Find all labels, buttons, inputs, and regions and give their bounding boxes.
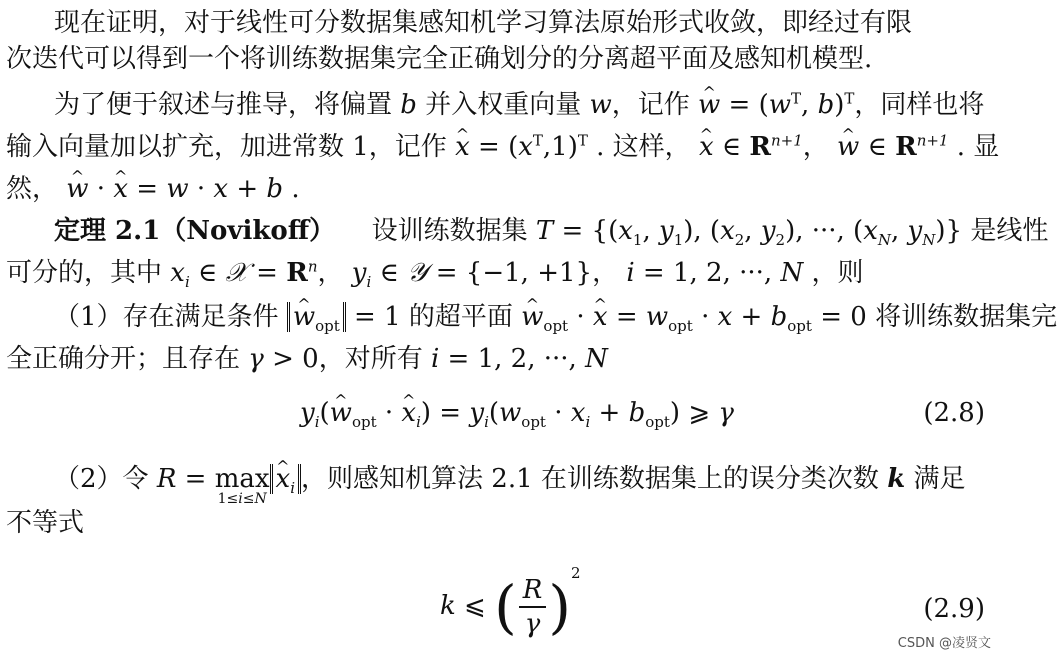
text: 并入权重向量 [425,90,582,120]
text: 是线性 [970,216,1049,246]
text: 满足 [913,464,966,494]
math-gamma-positive: γ > 0 [248,344,319,374]
text: 不等式 [6,508,85,538]
math-dataset: $T = \{(x_1$, $y_1$), ($x_2$, $y_2$), ···, ($x_N$, $y_N$)} [535,216,963,250]
text: 次迭代可以得到一个将训练数据集完全正确划分的分离超平面及感知机模型. [6,44,873,74]
equation-number-2-9: (2.9) [923,594,985,624]
math-x-hat-in-r: ^ x ∈ $R^{n+1}$ [699,132,803,162]
math-w: w [589,90,612,120]
math-index-all: i = 1, 2, ···, N [430,344,608,374]
item-1-line-2 [6,342,608,376]
math-x-hat-def: ^ $x = (x^T,1)^T$ [455,132,588,162]
text: 设训练数据集 [371,216,528,246]
paragraph-2-line-3 [6,172,300,206]
text: 然， [6,174,59,204]
math-w-hat-in-r: ^ w ∈ $R^{n+1}$ [837,132,948,162]
math-norm-condition: ^ $w_{opt} = 1$ [287,302,401,332]
text: . 这样， [596,132,691,162]
theorem-line-1 [54,214,1048,248]
text: ，记作 [611,90,690,120]
text: 为了便于叙述与推导，将偏置 [54,90,393,120]
item-1-line-1 [54,300,1057,334]
math-k: k [887,464,906,494]
math-domain: $x_i$ ∈ 𝒳 = $R^n$ [170,257,318,292]
text: （2）令 [54,464,149,494]
paragraph-1-line-1 [54,6,912,40]
paragraph-2-line-1 [54,88,984,122]
text: （1）存在满足条件 [54,302,279,332]
math-mistake-bound: k ⩽ ( $\frac{R}{\gamma}$ )$^2$ [440,564,581,641]
math-b: b [400,90,417,120]
equation-number-2-8: (2.8) [923,398,985,428]
paragraph-2-line-2: 输入向量加以扩充，加进常数 1，记作 ^ $x = (x^T,1)^T$ . 这样， ^ x ∈ $R^{n+1}$， ^ w ∈ $R^{n+1}$ . 显 [6,130,999,164]
text: . 显 [956,132,1000,162]
equation-2-9 [440,564,581,643]
text: 可分的，其中 [6,258,163,288]
text: 输入向量加以扩充，加进常数 1，记作 [6,132,447,162]
text: 全正确分开；且存在 [6,344,241,374]
item-2-line-2 [6,506,84,540]
paragraph-1-line-2 [6,42,872,76]
text: 现在证明，对于线性可分数据集感知机学习算法原始形式收敛，即经过有限 [54,8,913,38]
math-r-definition: R = max 1≤i≤N ^ $x_i$ [157,464,301,494]
text: 将训练数据集完 [875,302,1057,332]
text: 的超平面 [408,302,513,332]
text: ，则感知机算法 2.1 在训练数据集上的误分类次数 [301,464,879,494]
math-dot-product: ^ w · ^ x = w · x + b . [66,174,299,204]
text: ，对所有 [318,344,423,374]
theorem-label: 定理 2.1（Novikoff） [54,216,336,246]
equation-2-8 [300,396,734,430]
item-2-line-1 [54,462,965,506]
math-w-hat-def: ^ $w = (w^T$, b)$^T$ [698,90,854,120]
math-index: i = 1, 2, ···, N [626,258,804,288]
text: ，则 [811,258,864,288]
theorem-line-2: 可分的，其中 $x_i$ ∈ 𝒳 = $R^n$， $y_i$ ∈ 𝒴 = {−1, +1}， i = 1, 2, ···, N ，则 [6,257,864,292]
csdn-watermark: CSDN @凌贤文 [897,636,991,651]
math-labels: $y_i$ ∈ 𝒴 = {−1, +1} [351,258,593,292]
math-margin-inequality: $y_i(\^{}$ $w_{opt}$ · ^ $x_i) = y_i(w_{opt} \cdot x_i + b_{opt})$ ⩾ γ [300,398,734,428]
text: ，同样也将 [854,90,985,120]
math-hyperplane: ^ $w_{opt}$ · ^ $x = w_{opt} \cdot x + b_{opt} = 0$ [521,302,867,332]
